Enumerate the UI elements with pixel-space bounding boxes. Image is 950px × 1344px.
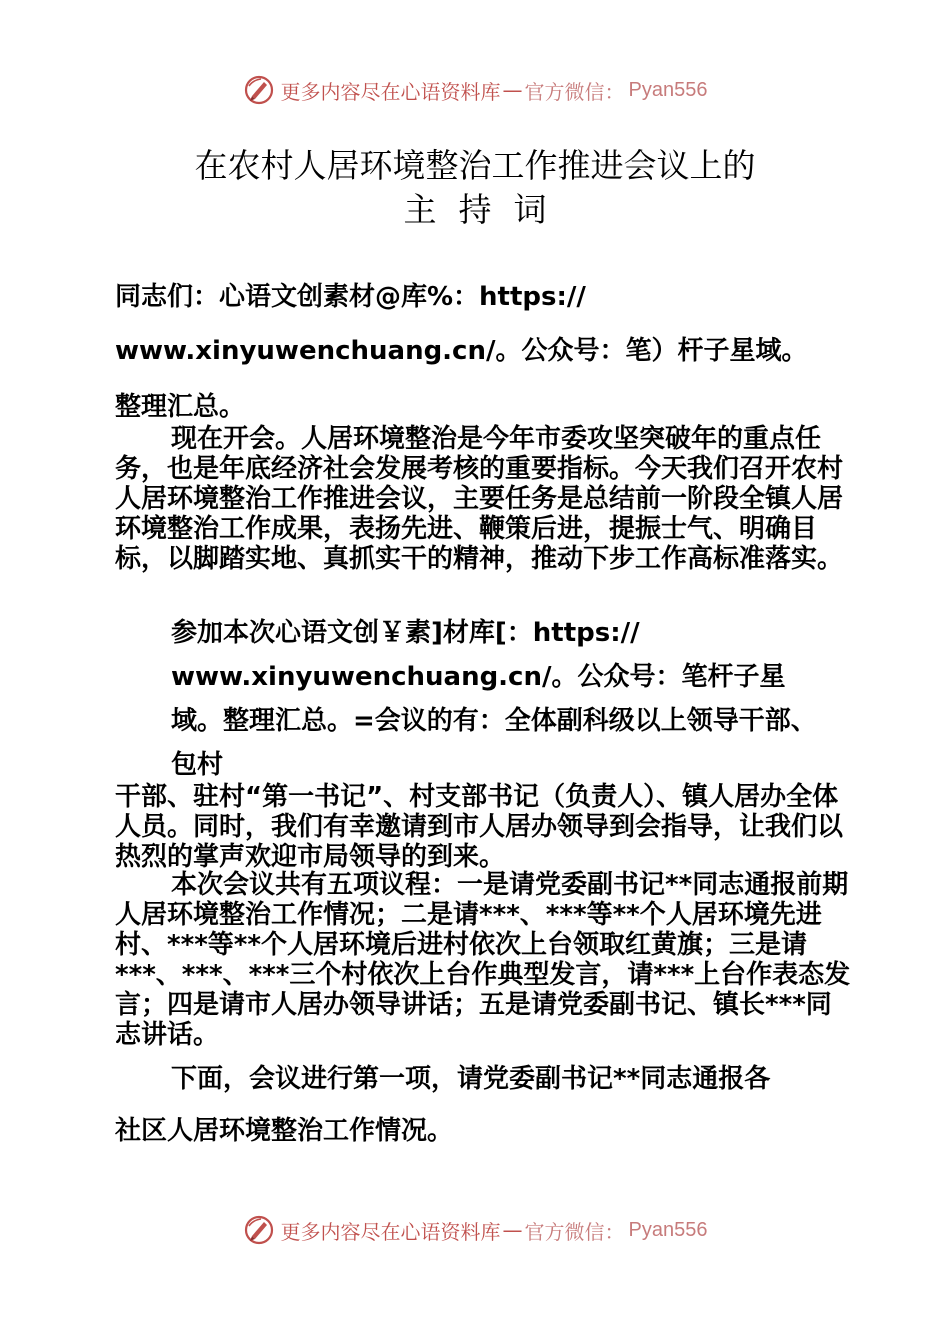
opening-paragraph: 现在开会。人居环境整治是今年市委攻坚突破年的重点任务，也是年底经济社会发展考核的重要指标。今天我们召开农村人居环境整治工作推进会议，主要任务是总结前一阶段全镇人居环境整治工作成果，表扬先进、鞭策后进，提振士气、明确目标，以脚踏实地、真抓实干的精神，推动下步工作高标准落实。	[115, 424, 844, 574]
watermark-wechat-label: 官方微信：	[524, 1219, 625, 1244]
attendees-line-3: 域。整理汇总。=会议的有：全体副科级以上领导干部、	[171, 706, 817, 736]
footer-watermark	[0, 1214, 950, 1246]
watermark-wechat-label: 官方微信：	[524, 79, 625, 104]
attendees-line-4: 包村	[171, 750, 224, 780]
logo-icon	[243, 74, 275, 106]
watermark-wechat-id: Pyan556	[628, 1218, 708, 1241]
attendees-paragraph: 干部、驻村“第一书记”、村支部书记（负责人）、镇人居办全体人员。同时，我们有幸邀请到市人居办领导到会指导，让我们以热烈的掌声欢迎市局领导的到来。	[115, 782, 844, 872]
attendees-line-2: www.xinyuwenchuang.cn/。公众号：笔杆子星	[171, 662, 786, 692]
watermark-text: 更多内容尽在心语资料库	[280, 1219, 501, 1244]
agenda-paragraph: 本次会议共有五项议程：一是请党委副书记**同志通报前期人居环境整治工作情况；二是请***、***等**个人居环境先进村、***等**个人居环境后进村依次上台领取红黄旗；三是请***、***、***三个村依次上台作典型发言，请***上台作表态发言；四是请市人居办领导讲话；五是请党委副书记、镇长***同志讲话。	[115, 870, 851, 1050]
next-item-line-1: 下面，会议进行第一项，请党委副书记**同志通报各	[171, 1064, 771, 1094]
attendees-line-1: 参加本次心语文创￥素]材库[：https://	[171, 618, 640, 648]
watermark-wechat-id: Pyan556	[628, 78, 708, 101]
greeting-line-2: www.xinyuwenchuang.cn/。公众号：笔）杆子星域。	[115, 336, 808, 366]
logo-icon	[243, 1214, 275, 1246]
watermark-separator: —	[502, 1218, 523, 1242]
watermark-text: 更多内容尽在心语资料库	[280, 79, 501, 104]
greeting-line-3: 整理汇总。	[115, 392, 246, 422]
next-item-line-2: 社区人居环境整治工作情况。	[115, 1116, 454, 1146]
document-title: 在农村人居环境整治工作推进会议上的	[194, 146, 756, 185]
document-subtitle: 主持词	[403, 190, 569, 229]
watermark-separator: —	[502, 78, 523, 102]
greeting-line-1: 同志们：心语文创素材@库%：https://	[115, 282, 586, 312]
header-watermark	[0, 74, 950, 106]
